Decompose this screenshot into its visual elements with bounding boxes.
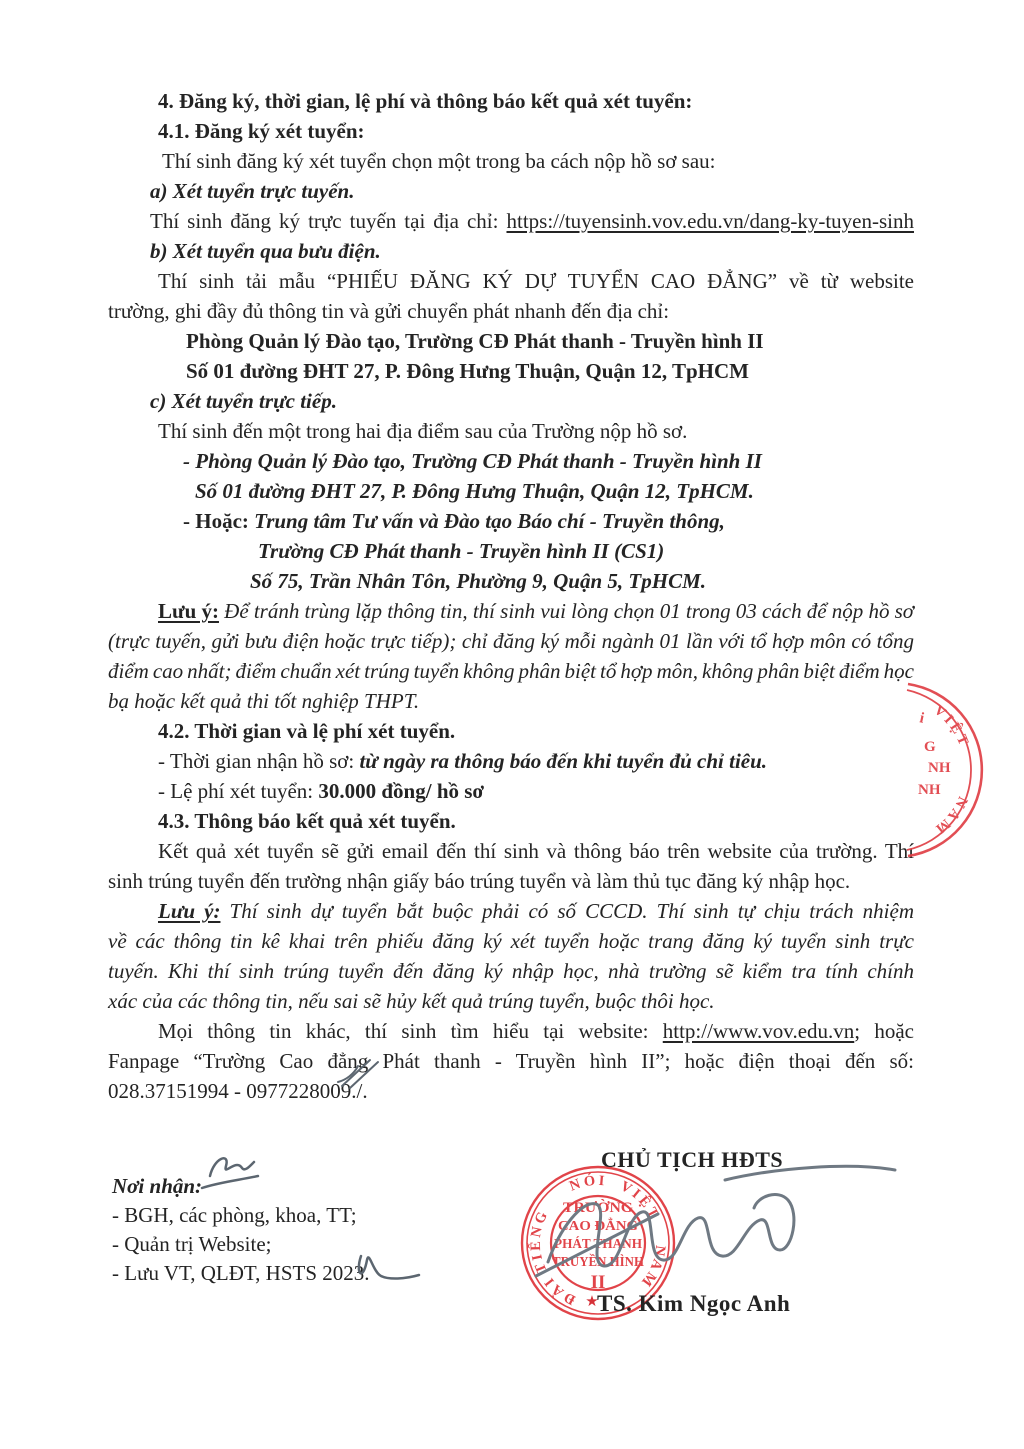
partial-stamp-fragment: G [924, 739, 936, 755]
text-line-29 [108, 926, 914, 956]
text-segment: bạ hoặc kết quả thi tốt nghiệp THPT. [108, 689, 420, 713]
text-segment: b) Xét tuyển qua bưu điện. [150, 239, 381, 263]
text-segment: Trường CĐ Phát thanh - Truyền hình II (CS1) [258, 539, 665, 563]
text-segment: a) Xét tuyển trực tuyến. [150, 179, 355, 203]
svg-text:TIẾNG [527, 1207, 552, 1276]
stamp-center-line: TRUYỀN HÌNH [552, 1255, 652, 1270]
text-segment: Thí sinh đăng ký trực tuyến tại địa chỉ: [150, 209, 507, 233]
text-segment: Số 01 đường ĐHT 27, P. Đông Hưng Thuận, Quận 12, TpHCM [186, 359, 749, 383]
text-segment: Trung tâm Tư vấn và Đào tạo Báo chí - Truyền thông, [254, 509, 725, 533]
text-line-15 [108, 506, 914, 536]
text-line-16 [108, 536, 914, 566]
text-line-3 [108, 146, 914, 176]
stamp-center-line: CAO ĐẲNG [558, 1219, 634, 1234]
text-line-10 [108, 356, 914, 386]
text-line-26 [108, 836, 914, 866]
text-segment: Lưu ý: [158, 899, 221, 923]
text-line-25 [108, 806, 914, 836]
text-line-19 [108, 626, 914, 656]
text-line-17 [108, 566, 914, 596]
signatory-title: CHỦ TỊCH HĐTS [601, 1147, 784, 1172]
text-segment: 4.2. Thời gian và lệ phí xét tuyển. [158, 719, 456, 743]
text-segment: Lưu ý: [158, 599, 219, 623]
text-segment [220, 899, 229, 923]
text-line-33 [108, 1046, 914, 1076]
link-vov[interactable]: http://www.vov.edu.vn [662, 1019, 855, 1043]
svg-text:NAM [636, 1244, 668, 1291]
text-segment: - Lệ phí xét tuyển: [158, 779, 319, 803]
partial-stamp-fragment: i [918, 710, 926, 727]
text-segment: Phòng Quản lý Đào tạo, Trường CĐ Phát thanh - Truyền hình II [186, 329, 764, 353]
text-line-32 [108, 1016, 914, 1046]
text-segment: 4. Đăng ký, thời gian, lệ phí và thông báo kết quả xét tuyển: [158, 89, 693, 113]
text-segment: 4.1. Đăng ký xét tuyển: [158, 119, 365, 143]
text-line-13 [108, 446, 914, 476]
text-segment: 30.000 đồng/ hồ sơ [318, 779, 485, 803]
star-icon: ★ [585, 1294, 599, 1310]
stamp-ring-word: TIẾNG [527, 1206, 553, 1276]
svg-text:VIỆT [618, 1178, 663, 1223]
stamp-center-line: II [590, 1272, 606, 1293]
text-segment: Mọi thông tin khác, thí sinh tìm hiểu tại website: [158, 1019, 663, 1043]
text-segment: - Thời gian nhận hồ sơ: [158, 749, 360, 773]
partial-stamp-word: VIỆT [930, 702, 973, 751]
text-segment: về các thông tin kê khai trên phiếu đăng ký xét tuyển hoặc trang đăng ký tuyển sinh trực [108, 929, 914, 953]
text-line-4 [108, 176, 914, 206]
stamp-center-line: PHÁT THANH [554, 1237, 648, 1252]
stamp-ring-word: ĐÀI [539, 1272, 579, 1308]
partial-stamp-fragment: NH [918, 782, 941, 798]
text-segment: Để tránh trùng lặp thông tin, thí sinh vui lòng chọn 01 trong 03 cách để nộp hồ sơ [224, 599, 915, 623]
text-line-34 [108, 1076, 914, 1106]
svg-text:NAM [930, 794, 970, 839]
text-line-28 [108, 896, 914, 926]
stamp-ring-word: NÓI [567, 1172, 609, 1195]
text-segment: Kết quả xét tuyển sẽ gửi email đến thí sinh và thông báo trên website của trường. Thí [158, 839, 914, 863]
text-segment: Thí sinh đến một trong hai địa điểm sau của Trường nộp hồ sơ. [158, 419, 688, 443]
text-line-23 [108, 746, 914, 776]
text-segment: điểm cao nhất; điểm chuẩn xét trúng tuyển không phân biệt tổ hợp môn, không phân biệt điểm học [108, 659, 914, 683]
text-line-22 [108, 716, 914, 746]
signatory-name: TS. Kim Ngọc Anh [597, 1291, 791, 1316]
svg-text:NÓI [567, 1172, 608, 1195]
text-line-2 [108, 116, 914, 146]
text-line-30 [108, 956, 914, 986]
text-segment: 4.3. Thông báo kết quả xét tuyển. [158, 809, 456, 833]
text-line-24 [108, 776, 914, 806]
text-segment: - Hoặc: [183, 509, 255, 533]
stamp-ring-word: NAM [636, 1244, 669, 1292]
svg-text:ĐÀI [540, 1272, 579, 1307]
recipient-item: - Lưu VT, QLĐT, HSTS 2023. [112, 1261, 370, 1285]
text-line-31 [108, 986, 914, 1016]
text-segment: tuyến. Khi thí sinh trúng tuyển đến đăng ký nhập học, nhà trường sẽ kiểm tra tính chính [108, 959, 914, 983]
text-line-14 [108, 476, 914, 506]
recipients-block [112, 1172, 370, 1288]
recipient-item: - Quản trị Website; [112, 1232, 272, 1256]
stamp-ring-word: VIỆT [617, 1178, 663, 1224]
partial-stamp-word: NAM [930, 793, 971, 839]
text-segment: Thí sinh đăng ký xét tuyển chọn một trong ba cách nộp hồ sơ sau: [162, 149, 716, 173]
text-segment: từ ngày ra thông báo đến khi tuyển đủ chỉ tiêu. [359, 749, 768, 773]
text-segment: trường, ghi đầy đủ thông tin và gửi chuyển phát nhanh đến địa chỉ: [108, 299, 670, 323]
text-line-27 [108, 866, 914, 896]
text-segment: sinh trúng tuyển đến trường nhận giấy báo trúng tuyển và làm thủ tục đăng ký nhập học. [108, 869, 851, 893]
text-segment: (trực tuyến, gửi bưu điện hoặc trực tiếp); chỉ đăng ký mỗi ngành 01 lần với tổ hợp môn có tổng [108, 629, 914, 653]
text-line-18 [108, 596, 914, 626]
stamp-center-line: TRƯỜNG [563, 1200, 630, 1216]
text-segment: Thí sinh tải mẫu “PHIẾU ĐĂNG KÝ DỰ TUYỂN CAO ĐẲNG” về từ website [158, 269, 914, 293]
text-line-11 [108, 386, 914, 416]
partial-stamp-fragment: NH [928, 760, 951, 776]
recipients-title: Nơi nhận: [112, 1174, 203, 1198]
text-segment: c) Xét tuyển trực tiếp. [150, 389, 337, 413]
text-segment: Thí sinh dự tuyển bắt buộc phải có số CCCD. Thí sinh tự chịu trách nhiệm [229, 899, 915, 923]
text-line-21 [108, 686, 914, 716]
text-line-12 [108, 416, 914, 446]
text-line-8 [108, 296, 914, 326]
text-line-20 [108, 656, 914, 686]
svg-text:VIỆT [931, 702, 973, 750]
text-segment: xác của các thông tin, nếu sai sẽ hủy kết quả trúng tuyển, buộc thôi học. [108, 989, 715, 1013]
link-tuyensinh[interactable]: https://tuyensinh.vov.edu.vn/dang-ky-tuyen-sinh [506, 209, 914, 233]
text-segment: ; hoặc [854, 1019, 914, 1043]
text-segment: Số 75, Trần Nhân Tôn, Phường 9, Quận 5, TpHCM. [250, 569, 707, 593]
text-line-7 [108, 266, 914, 296]
text-line-1 [108, 86, 914, 116]
text-segment: 028.37151994 - 0977228009./. [108, 1079, 368, 1103]
text-segment: - Phòng Quản lý Đào tạo, Trường CĐ Phát thanh - Truyền hình II [183, 449, 762, 473]
document-body [108, 86, 914, 1106]
recipient-item: - BGH, các phòng, khoa, TT; [112, 1203, 357, 1227]
text-line-6 [108, 236, 914, 266]
text-segment: Fanpage “Trường Cao đẳng Phát thanh - Truyền hình II”; hoặc điện thoại đến số: [108, 1049, 914, 1073]
text-segment: Số 01 đường ĐHT 27, P. Đông Hưng Thuận, Quận 12, TpHCM. [195, 479, 754, 503]
text-line-5 [108, 206, 914, 236]
text-line-9 [108, 326, 914, 356]
